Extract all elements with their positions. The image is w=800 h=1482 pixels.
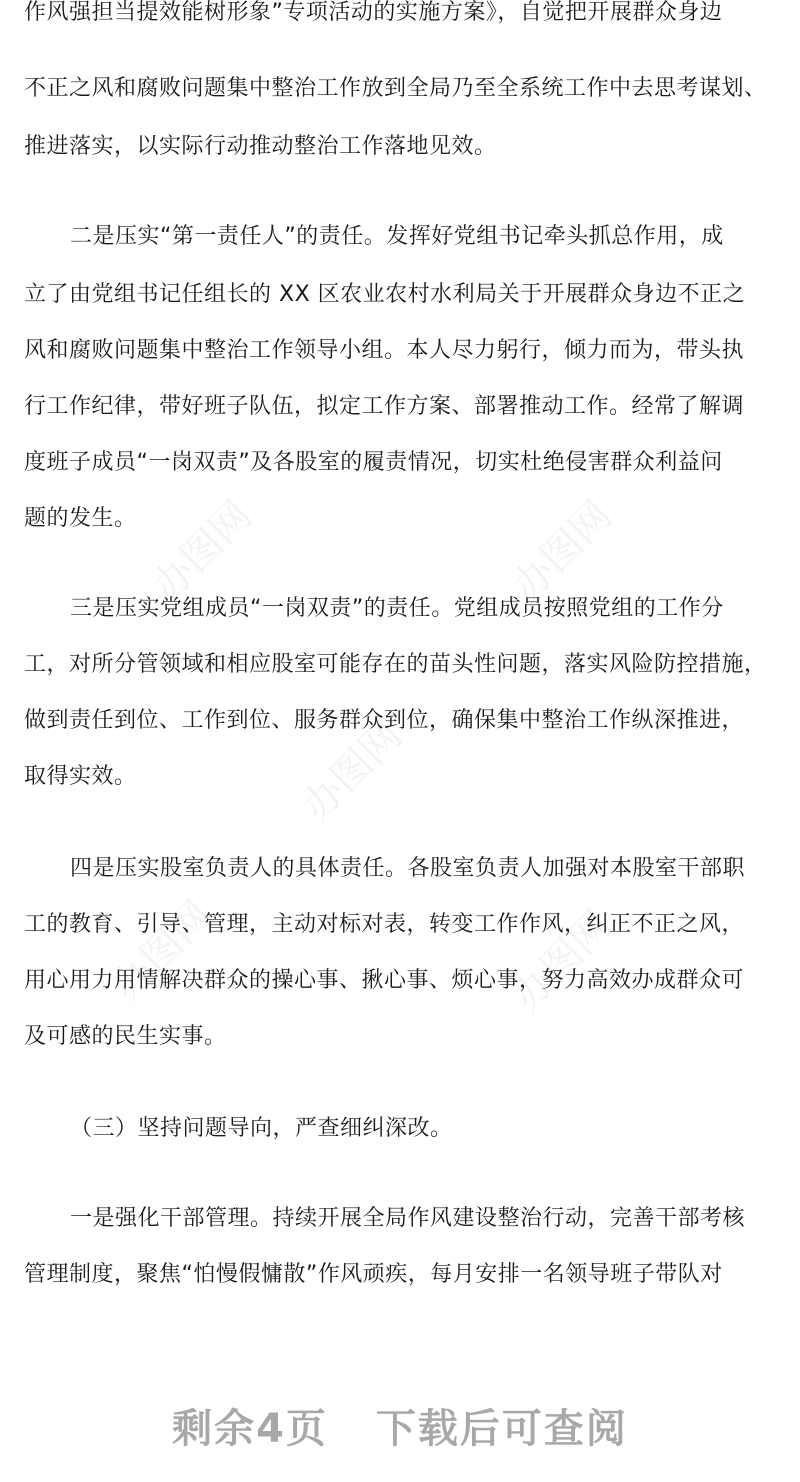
- download-banner[interactable]: [0, 1368, 800, 1482]
- paragraph-start: 三是压实党组成员“一岗双责”的责任。党组成员按照党组的工作分: [70, 596, 724, 621]
- watermark: 办图网: [503, 492, 622, 610]
- text-line: 立了由党组书记任组长的 XX 区农业农村水利局关于开展群众身边不正之: [24, 282, 746, 307]
- download-hint-label: 下载后可查阅: [375, 1405, 628, 1452]
- paragraph-start: 二是压实“第一责任人”的责任。发挥好党组书记牵头抓总作用，成: [70, 224, 724, 249]
- text-line: 作风强担当提效能树形象”专项活动的实施方案》，自觉把开展群众身边: [24, 0, 723, 25]
- remaining-pages-label: 剩余4页: [172, 1405, 328, 1452]
- paragraph-start: 一是强化干部管理。持续开展全局作风建设整治行动，完善干部考核: [70, 1206, 746, 1231]
- text-line: 用心用力用情解决群众的操心事、揪心事、烦心事，努力高效办成群众可: [24, 968, 745, 993]
- watermark: 办图网: [503, 902, 622, 1020]
- paragraph-start: 四是压实股室负责人的具体责任。各股室负责人加强对本股室干部职: [70, 856, 746, 881]
- text-line: 题的发生。: [24, 506, 137, 531]
- text-line: 管理制度，聚焦“怕慢假慵散”作风顽疾，每月安排一名领导班子带队对: [24, 1262, 723, 1287]
- watermark: 办图网: [103, 892, 222, 1010]
- watermark: 办图网: [293, 712, 412, 830]
- text-line: 取得实效。: [24, 764, 137, 789]
- text-line: 推进落实，以实际行动推动整治工作落地见效。: [24, 134, 497, 159]
- text-line: 做到责任到位、工作到位、服务群众到位，确保集中整治工作纵深推进，: [24, 708, 745, 733]
- text-line: 及可感的民生实事。: [24, 1024, 227, 1049]
- text-line: 不正之风和腐败问题集中整治工作放到全局乃至全系统工作中去思考谋划、: [24, 76, 767, 101]
- text-line: 风和腐败问题集中整治工作领导小组。本人尽力躬行，倾力而为，带头执: [24, 338, 745, 363]
- section-heading: （三）坚持问题导向，严查细纠深改。: [70, 1116, 453, 1141]
- text-line: 工，对所分管领域和相应股室可能存在的苗头性问题，落实风险防控措施，: [24, 652, 767, 677]
- watermark: 办图网: [143, 492, 262, 610]
- text-line: 行工作纪律，带好班子队伍，拟定工作方案、部署推动工作。经常了解调: [24, 394, 745, 419]
- text-line: 工的教育、引导、管理，主动对标对表，转变工作作风，纠正不正之风，: [24, 912, 745, 937]
- text-line: 度班子成员“一岗双责”及各股室的履责情况，切实杜绝侵害群众利益问: [24, 450, 723, 475]
